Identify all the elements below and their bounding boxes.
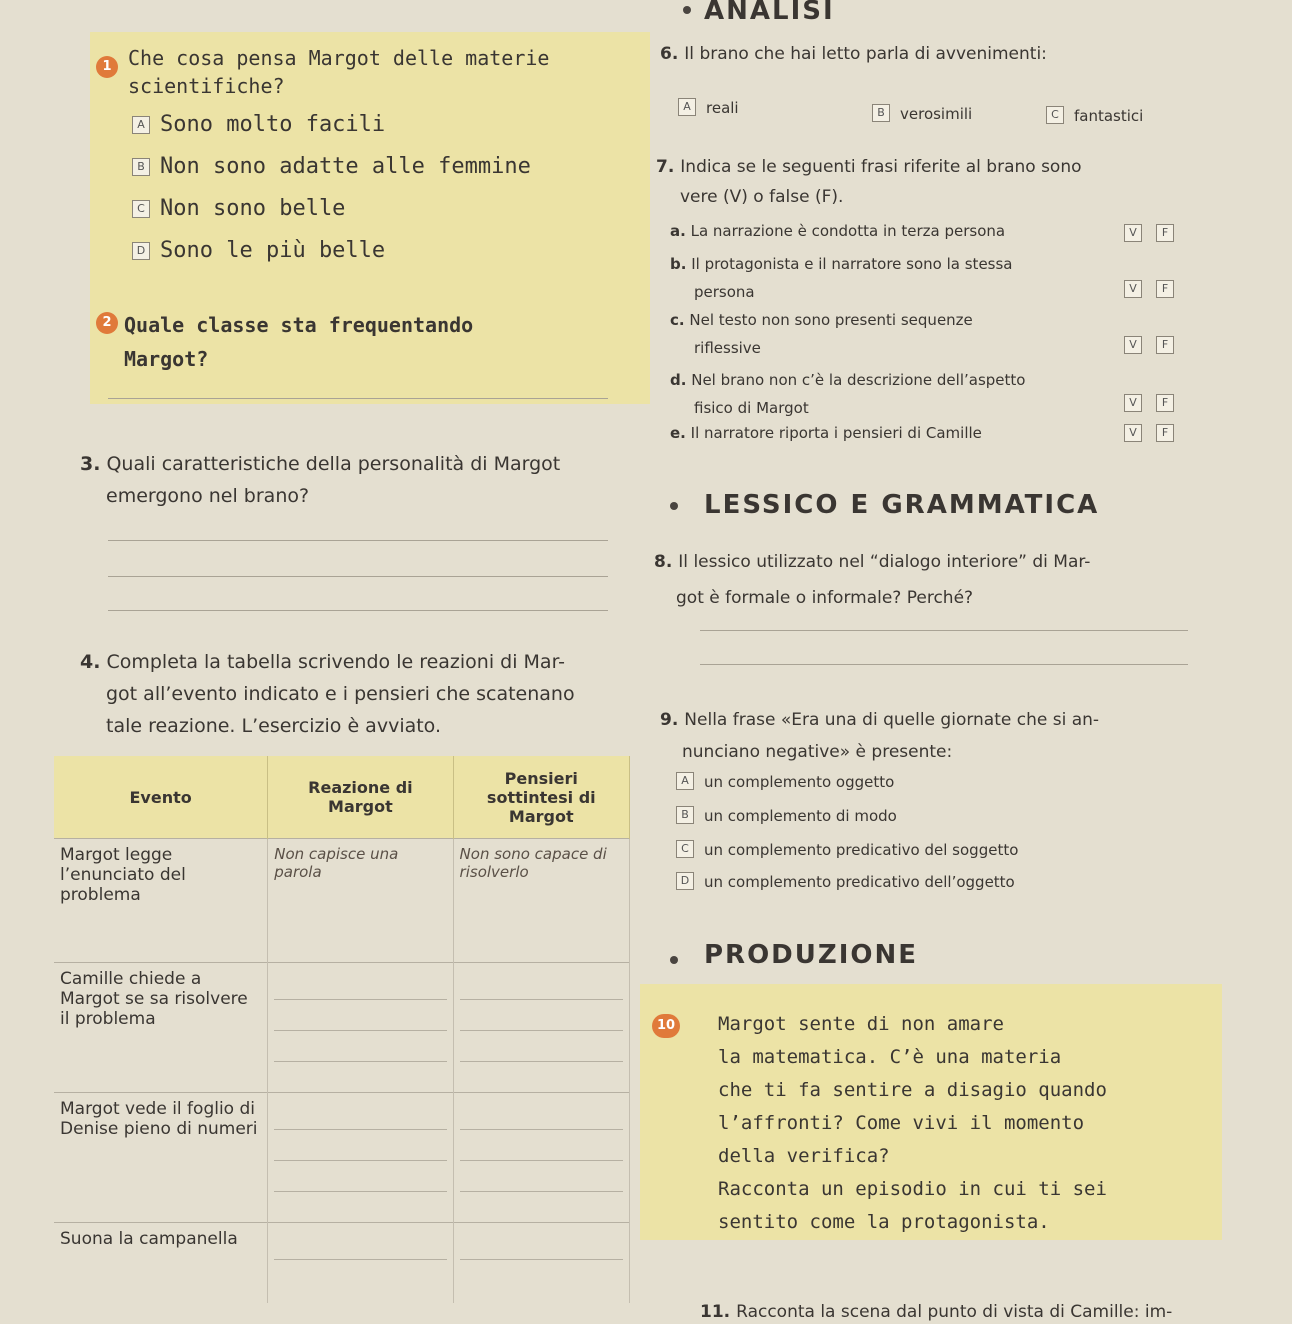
q9-option-b[interactable]: B un complemento di modo — [676, 806, 897, 825]
q6-option-b[interactable]: B verosimili — [872, 104, 972, 123]
section-title-analisi: ANALISI — [704, 0, 835, 26]
question-10-number: 10 — [652, 1014, 680, 1038]
table-cell-pensieri[interactable] — [453, 1223, 629, 1303]
q1-option-d[interactable]: D Sono le più belle — [132, 238, 531, 280]
q9-option-a[interactable]: A un complemento oggetto — [676, 772, 894, 791]
table-row — [54, 839, 630, 963]
q7-item-c: c. Nel testo non sono presenti sequenze riflessive — [670, 311, 973, 357]
question-1-options — [132, 112, 531, 280]
table-cell-reazione[interactable] — [268, 963, 453, 1093]
question-1-text: Che cosa pensa Margot delle materie scientifiche? — [128, 46, 550, 98]
q1-option-c[interactable]: C Non sono belle — [132, 196, 531, 238]
table-cell-pensieri[interactable] — [453, 963, 629, 1093]
answer-line[interactable] — [108, 540, 608, 541]
q7-item-a: a. La narrazione è condotta in terza persona — [670, 222, 1006, 240]
answer-line[interactable] — [108, 610, 608, 611]
q7-a-true-box[interactable]: V — [1124, 224, 1142, 242]
q7-e-false-box[interactable]: F — [1156, 424, 1174, 442]
table-row — [54, 1223, 630, 1303]
table-row — [54, 963, 630, 1093]
q7-item-d: d. Nel brano non c’è la descrizione dell’aspetto fisico di Margot — [670, 371, 1026, 417]
q6-option-a[interactable]: A reali — [678, 98, 739, 117]
table-cell-evento: Margot legge l’enunciato del problema — [54, 839, 268, 963]
q1-option-a[interactable]: A Sono molto facili — [132, 112, 531, 154]
answer-line[interactable] — [108, 398, 608, 399]
q1-option-b[interactable]: B Non sono adatte alle femmine — [132, 154, 531, 196]
table-cell-evento: Camille chiede a Margot se sa risolvere il problema — [54, 963, 268, 1093]
question-10-text: Margot sente di non amare la matematica. C’è una materia che ti fa sentire a disagio quando l’affronti? Come vivi il momento della verifica? Racconta un episodio in cui ti sei sentito come la protagonista. — [718, 1013, 1107, 1233]
question-8-text: 8. Il lessico utilizzato nel “dialogo interiore” di Mar- got è formale o informale? Perché? — [654, 552, 1091, 608]
table-cell-evento: Margot vede il foglio di Denise pieno di numeri — [54, 1093, 268, 1223]
table-cell-reazione[interactable]: Non capisce una parola — [268, 839, 453, 963]
q7-c-false-box[interactable]: F — [1156, 336, 1174, 354]
q7-e-true-box[interactable]: V — [1124, 424, 1142, 442]
q7-a-false-box[interactable]: F — [1156, 224, 1174, 242]
question-1-number: 1 — [96, 56, 118, 78]
question-2-text: Quale classe sta frequentando Margot? — [124, 313, 474, 371]
table-cell-pensieri[interactable]: Non sono capace di risolverlo — [453, 839, 629, 963]
question-6-text: 6. Il brano che hai letto parla di avvenimenti: — [660, 44, 1047, 64]
table-header-reazione: Reazione di Margot — [268, 756, 453, 839]
q6-option-c[interactable]: C fantastici — [1046, 106, 1143, 125]
question-4-text: 4. Completa la tabella scrivendo le reazioni di Mar- got all’evento indicato e i pensieri che scatenano tale reazione. L’esercizio è avviato. — [80, 651, 575, 737]
section-title-produzione: PRODUZIONE — [704, 940, 919, 970]
question-7-text: 7. Indica se le seguenti frasi riferite al brano sono vere (V) o false (F). — [656, 157, 1082, 207]
table-cell-reazione[interactable] — [268, 1223, 453, 1303]
answer-line[interactable] — [108, 576, 608, 577]
section-bullet-icon — [670, 502, 678, 510]
q7-d-false-box[interactable]: F — [1156, 394, 1174, 412]
section-bullet-icon — [670, 956, 678, 964]
question-9-text: 9. Nella frase «Era una di quelle giornate che si an- nunciano negative» è presente: — [660, 710, 1100, 762]
q7-b-true-box[interactable]: V — [1124, 280, 1142, 298]
table-row — [54, 1093, 630, 1223]
question-3-text: 3. Quali caratteristiche della personalità di Margot emergono nel brano? — [80, 453, 561, 507]
table-cell-evento: Suona la campanella — [54, 1223, 268, 1303]
q9-option-c[interactable]: C un complemento predicativo del soggetto — [676, 840, 1018, 859]
question-11-text: 11. Racconta la scena dal punto di vista di Camille: im- — [700, 1302, 1173, 1322]
table-cell-reazione[interactable] — [268, 1093, 453, 1223]
q7-item-e: e. Il narratore riporta i pensieri di Camille — [670, 424, 982, 442]
q7-item-b: b. Il protagonista e il narratore sono la stessa persona — [670, 255, 1013, 301]
reactions-table — [54, 756, 630, 1303]
question-2-number: 2 — [96, 312, 118, 334]
q7-d-true-box[interactable]: V — [1124, 394, 1142, 412]
table-header-evento: Evento — [54, 756, 268, 839]
q9-option-d[interactable]: D un complemento predicativo dell’oggetto — [676, 872, 1015, 891]
q7-b-false-box[interactable]: F — [1156, 280, 1174, 298]
answer-line[interactable] — [700, 630, 1188, 631]
section-bullet-icon — [683, 6, 691, 14]
table-cell-pensieri[interactable] — [453, 1093, 629, 1223]
q7-c-true-box[interactable]: V — [1124, 336, 1142, 354]
table-header-pensieri: Pensieri sottintesi di Margot — [453, 756, 629, 839]
answer-line[interactable] — [700, 664, 1188, 665]
section-title-lessico: LESSICO E GRAMMATICA — [704, 490, 1100, 520]
